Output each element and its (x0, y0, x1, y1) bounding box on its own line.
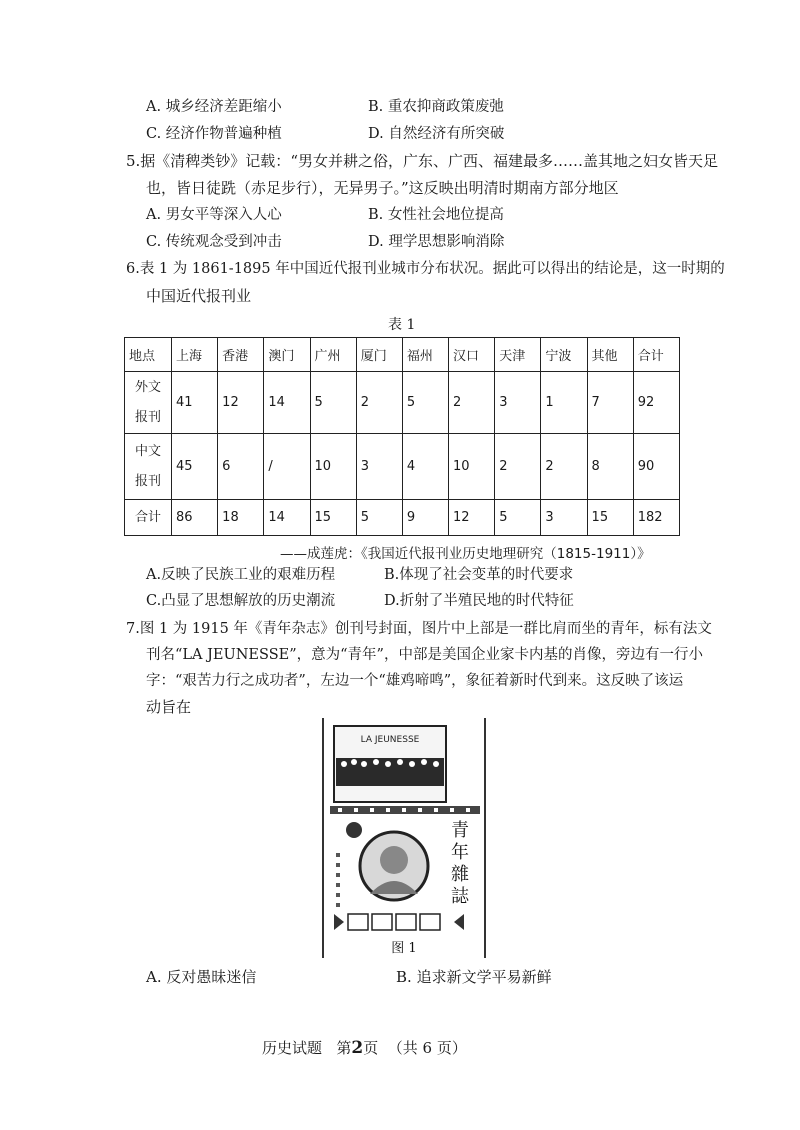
q7-option-a: A. 反对愚昧迷信 (146, 968, 257, 986)
bow-ornament-right (454, 914, 464, 930)
q7-stem-line2: 刊名“LA JEUNESSE”，意为“青年”，中部是美国企业家卡内基的肖像，旁边有一行小 (146, 647, 703, 663)
table-row (125, 372, 680, 434)
q4-option-b: B. 重农抑商政策废弛 (368, 99, 504, 115)
footer-page-number: 2 (351, 1038, 364, 1058)
table-cell: 15 (587, 500, 633, 536)
table-cell: 41 (172, 372, 218, 434)
q7-stem-line3: 字：“艰苦力行之成功者”，左边一个“雄鸡啼鸣”，象征着新时代到来。这反映了该运 (146, 673, 684, 689)
q7-stem-line1: 7.图 1 为 1915 年《青年杂志》创刊号封面，图片中上部是一群比肩而坐的青年，标有法文 (126, 621, 712, 637)
table-cell: 10 (449, 434, 495, 500)
q6-stem-line2: 中国近代报刊业 (146, 287, 252, 305)
table-header-cell: 福州 (402, 338, 448, 372)
table-cell: / (264, 434, 310, 500)
page-footer (262, 1037, 467, 1058)
portrait-head (380, 846, 408, 874)
table-cell: 2 (449, 372, 495, 434)
rooster-emblem (346, 822, 362, 838)
table-cell: 182 (633, 500, 679, 536)
table-cell: 3 (356, 434, 402, 500)
table-header-cell: 汉口 (449, 338, 495, 372)
table-cell: 4 (402, 434, 448, 500)
table-cell: 2 (541, 434, 587, 500)
table-cell: 5 (402, 372, 448, 434)
table-header-cell: 地点 (125, 338, 172, 372)
table-cell: 14 (264, 372, 310, 434)
table-caption: 表 1 (388, 317, 416, 333)
magazine-cover-figure (322, 718, 486, 958)
q5-option-a: A. 男女平等深入人心 (146, 207, 282, 223)
table-row (125, 434, 680, 500)
title-char-1: 青 (451, 820, 469, 841)
table-cell: 45 (172, 434, 218, 500)
row-label: 外文 报刊 (125, 372, 172, 434)
table-header-cell: 上海 (172, 338, 218, 372)
table-cell: 8 (587, 434, 633, 500)
q5-option-c: C. 传统观念受到冲击 (146, 234, 282, 250)
q4-option-a: A. 城乡经济差距缩小 (146, 99, 282, 115)
table-cell: 90 (633, 434, 679, 500)
table-header-cell: 天津 (495, 338, 541, 372)
magazine-cover-illustration (324, 718, 484, 958)
table-header-cell: 香港 (218, 338, 264, 372)
q7-option-b: B. 追求新文学平易新鲜 (396, 968, 552, 986)
table-cell: 3 (541, 500, 587, 536)
q4-option-d: D. 自然经济有所突破 (368, 126, 505, 142)
table-cell: 18 (218, 500, 264, 536)
q4-option-c: C. 经济作物普遍种植 (146, 126, 282, 142)
table-header-cell: 其他 (587, 338, 633, 372)
q6-option-d: D.折射了半殖民地的时代特征 (384, 593, 574, 609)
row-label: 中文 报刊 (125, 434, 172, 500)
footer-total-pages: （共 6 页） (387, 1039, 467, 1057)
table-cell: 2 (495, 434, 541, 500)
table-cell: 10 (310, 434, 356, 500)
table-cell: 92 (633, 372, 679, 434)
table-cell: 9 (402, 500, 448, 536)
q5-stem-line1: 5.据《清稗类钞》记载：“男女并耕之俗，广东、广西、福建最多……盖其地之妇女皆天足 (126, 152, 718, 170)
table-cell: 2 (356, 372, 402, 434)
table-cell: 5 (356, 500, 402, 536)
footer-page-prefix: 第 (336, 1039, 352, 1057)
table-header-cell: 宁波 (541, 338, 587, 372)
table-cell: 12 (449, 500, 495, 536)
figure-caption: 图 1 (391, 941, 417, 956)
table-row (125, 500, 680, 536)
table-header-cell: 合计 (633, 338, 679, 372)
table-header-cell: 广州 (310, 338, 356, 372)
table-cell: 86 (172, 500, 218, 536)
q6-option-c: C.凸显了思想解放的历史潮流 (146, 593, 336, 609)
side-caption-marks (336, 853, 340, 907)
q6-option-b: B.体现了社会变革的时代要求 (384, 567, 574, 583)
footer-page-suffix: 页 (363, 1039, 379, 1057)
table-cell: 12 (218, 372, 264, 434)
banner-title: LA JEUNESSE (360, 735, 420, 745)
q6-stem-line1: 6.表 1 为 1861-1895 年中国近代报刊业城市分布状况。据此可以得出的结论是，这一时期的 (126, 261, 725, 277)
table-cell: 5 (310, 372, 356, 434)
table-header-row (125, 338, 680, 372)
bow-ornament-left (334, 914, 344, 930)
title-char-3: 雜 (451, 864, 469, 885)
table-source: ——成莲虎：《我国近代报刊业历史地理研究（1815-1911）》 (280, 546, 651, 562)
row-label: 合计 (125, 500, 172, 536)
table-cell: 6 (218, 434, 264, 500)
newspaper-distribution-table (124, 337, 680, 536)
q5-option-d: D. 理学思想影响消除 (368, 234, 505, 250)
q7-stem-line4: 动旨在 (146, 698, 192, 716)
band-diamonds (338, 808, 470, 812)
title-char-4: 誌 (451, 886, 469, 907)
table-cell: 3 (495, 372, 541, 434)
footer-subject: 历史试题 (262, 1039, 323, 1057)
table-cell: 14 (264, 500, 310, 536)
q6-option-a: A.反映了民族工业的艰难历程 (146, 567, 336, 583)
table-cell: 1 (541, 372, 587, 434)
table-cell: 7 (587, 372, 633, 434)
table-header-cell: 厦门 (356, 338, 402, 372)
q5-stem-line2: 也，皆日徒跣（赤足步行），无异男子。”这反映出明清时期南方部分地区 (146, 179, 619, 197)
title-char-2: 年 (451, 842, 469, 863)
table-cell: 15 (310, 500, 356, 536)
table-header-cell: 澳门 (264, 338, 310, 372)
q5-option-b: B. 女性社会地位提高 (368, 207, 504, 223)
table-cell: 5 (495, 500, 541, 536)
